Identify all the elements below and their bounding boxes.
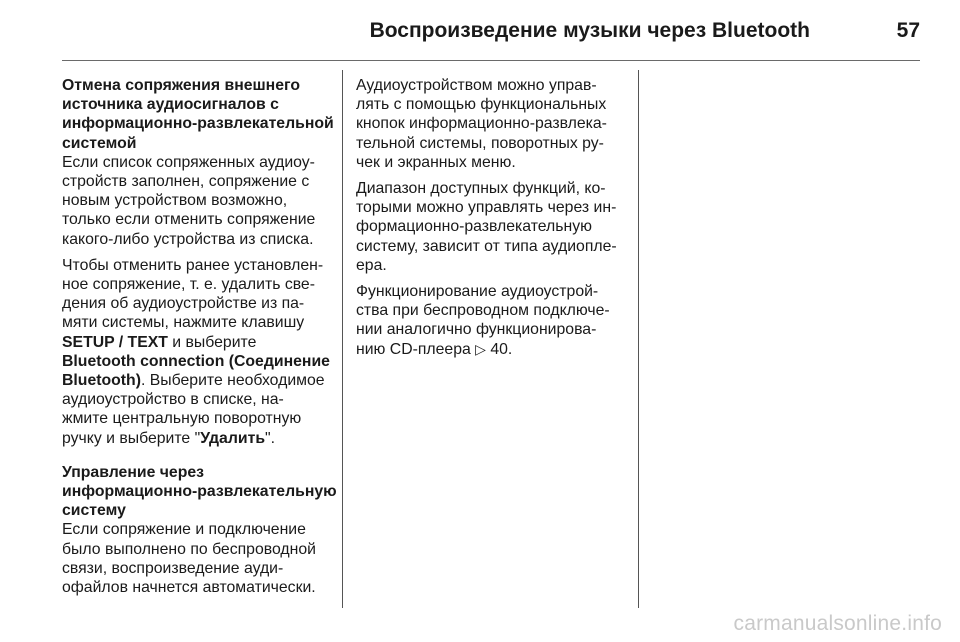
text-line: Аудиоустройством можно управ- [356, 77, 597, 94]
page-number: 57 [896, 19, 920, 42]
middle-column [356, 76, 624, 360]
text-line: систему, зависит от типа аудиопле- [356, 237, 617, 255]
paragraph-controls [356, 76, 624, 172]
text-line: нии аналогично функционирова- [356, 321, 597, 339]
text-line: дения об аудиоустройстве из па- [62, 295, 305, 313]
heading-line: информационно-развлекательную [62, 483, 337, 501]
heading-line: систему [62, 502, 126, 520]
text-line: аудиоустройство в списке, на- [62, 391, 284, 409]
text-line: стройств заполнен, сопряжение с [62, 173, 310, 191]
text-line: Если сопряжение и подключение [62, 521, 306, 539]
text-fragment: и выберите [167, 333, 257, 351]
text-line: жмите центральную поворотную [62, 410, 302, 428]
text-fragment: . Выберите необходимое [140, 372, 325, 390]
text-line: чек и экранных меню. [356, 153, 516, 171]
heading-line: Отмена сопряжения внешнего [62, 77, 301, 94]
heading-line: информационно-развлекательной [62, 115, 334, 133]
text-line: только если отменить сопряжение [62, 211, 316, 229]
heading-line: системой [62, 134, 137, 152]
menu-item-bluetooth-connection: Bluetooth connection (Соединение [62, 352, 330, 370]
page-reference-link[interactable]: 40. [485, 340, 513, 358]
heading-line: Управление через [62, 463, 204, 481]
text-line: Функционирование аудиоустрой- [356, 283, 599, 301]
text-line [62, 333, 328, 352]
delete-option: Удалить [200, 429, 266, 447]
watermark: carmanualsonline.info [733, 612, 942, 635]
text-line: Чтобы отменить ранее установлен- [62, 256, 324, 274]
text-fragment: ". [265, 429, 276, 447]
text-line: ства при беспроводном подключе- [356, 302, 610, 320]
text-line: лять с помощью функциональных [356, 96, 607, 114]
text-line: офайлов начнется автоматически. [62, 579, 316, 597]
header-divider [62, 60, 920, 61]
text-line: Диапазон доступных функций, ко- [356, 180, 606, 198]
setup-text-key: SETUP / TEXT [62, 333, 168, 351]
text-line: связи, воспроизведение ауди- [62, 559, 284, 577]
text-line: ера. [356, 256, 387, 274]
text-line: тельной системы, поворотных ру- [356, 134, 604, 152]
text-line [62, 429, 328, 448]
paragraph-unpair-steps [62, 256, 328, 448]
text-line: ное сопряжение, т. е. удалить све- [62, 276, 315, 294]
column-divider-left [342, 70, 343, 608]
text-line: Если список сопряженных аудиоу- [62, 153, 315, 171]
text-line: мяти системы, нажмите клавишу [62, 314, 305, 332]
text-line: формационно-развлекательную [356, 218, 592, 236]
left-column [62, 76, 337, 597]
text-fragment: нию CD-плеера [356, 340, 476, 358]
text-line: торыми можно управлять через ин- [356, 199, 617, 217]
text-line [62, 371, 328, 390]
heading-line: источника аудиосигналов с [62, 96, 279, 114]
section-heading-unpair [62, 76, 334, 153]
text-fragment: ручку и выберите " [62, 429, 201, 447]
text-line: какого-либо устройства из списка. [62, 230, 314, 248]
menu-item-bluetooth-connection-end: Bluetooth) [62, 372, 141, 390]
text-line: было выполнено по беспроводной [62, 540, 316, 558]
paragraph-wireless [356, 282, 624, 360]
reference-arrow-icon[interactable]: ▷ [475, 341, 486, 358]
page-header [62, 18, 920, 44]
paragraph-functions [356, 179, 624, 275]
page-title: Воспроизведение музыки через Bluetooth [369, 19, 810, 42]
text-line [356, 340, 624, 360]
text-line: новым устройством возможно, [62, 192, 288, 210]
section-heading-control [62, 463, 337, 521]
text-line: кнопок информационно-развлека- [356, 115, 607, 133]
column-divider-right [638, 70, 639, 608]
paragraph-autoplay [62, 520, 328, 597]
paragraph-list-full [62, 153, 328, 249]
